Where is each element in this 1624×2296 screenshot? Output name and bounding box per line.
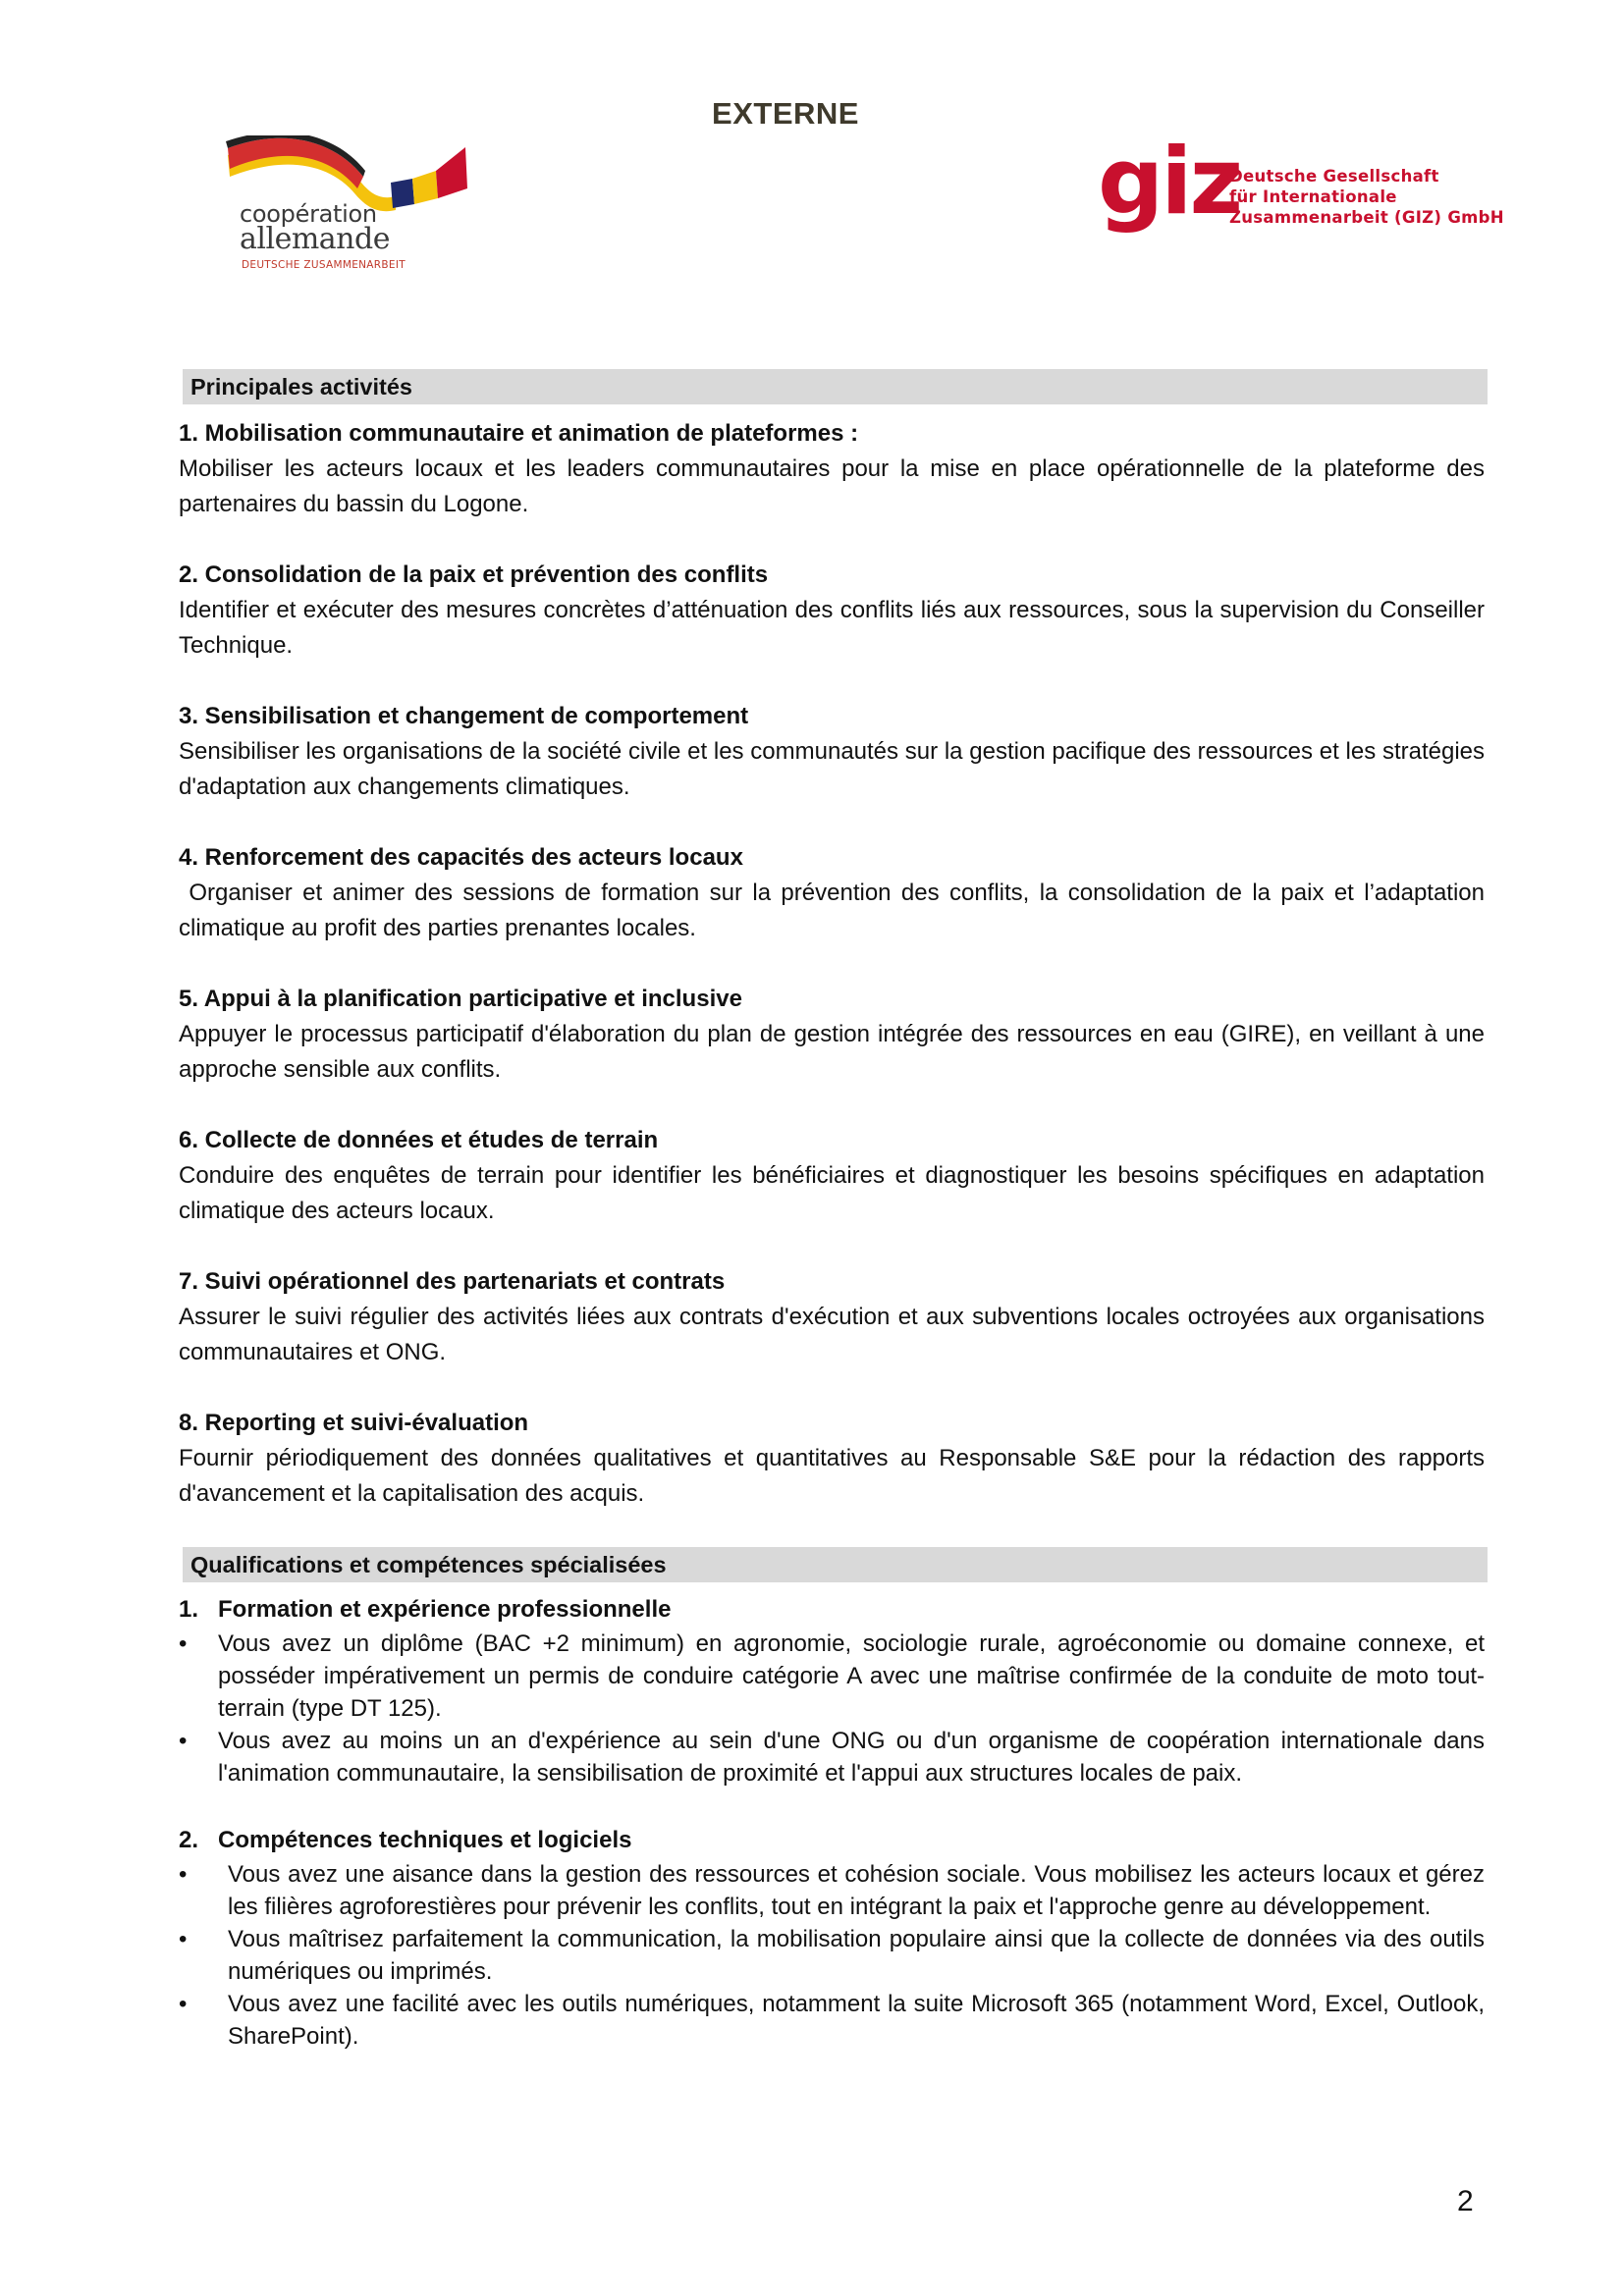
- list-item: [179, 1725, 1485, 1789]
- group-number: 2.: [179, 1827, 199, 1853]
- activity-title: 7. Suivi opérationnel des partenariats et contrats: [179, 1268, 726, 1295]
- list-item-text: Vous maîtrisez parfaitement la communication, la mobilisation populaire ainsi que la collecte de données via des outils numériques ou imprimés.: [228, 1926, 1485, 1985]
- activity-item: [179, 1406, 1485, 1512]
- activity-item: [179, 1264, 1485, 1370]
- activity-title: 5. Appui à la planification participative et inclusive: [179, 986, 742, 1012]
- activity-item: [179, 840, 1491, 946]
- giz-wordmark: giz: [1098, 129, 1241, 236]
- activity-title: 2. Consolidation de la paix et prévention des conflits: [179, 561, 769, 588]
- activity-text: Mobiliser les acteurs locaux et les leaders communautaires pour la mise en place opérationnelle de la plateforme des partenaires du bassin du Logone.: [179, 455, 1485, 517]
- activity-item: [179, 1123, 1485, 1229]
- section-heading-activities: Principales activités: [183, 369, 1488, 404]
- list-item: [179, 1628, 1485, 1725]
- bullet-icon: •: [179, 1926, 188, 1952]
- giz-line-2: für Internationale: [1229, 187, 1397, 206]
- logo-text-cooperation: coopération: [240, 200, 377, 228]
- activity-title: 6. Collecte de données et études de terrain: [179, 1127, 659, 1153]
- giz-line-3: Zusammenarbeit (GIZ) GmbH: [1229, 208, 1504, 227]
- classification-label: EXTERNE: [712, 96, 859, 131]
- activity-text: Organiser et animer des sessions de formation sur la prévention des conflits, la consolidation de la paix et l’adaptation climatique au profit des parties prenantes locales.: [179, 880, 1491, 941]
- bullet-icon: •: [179, 1861, 188, 1888]
- activity-item: [179, 558, 1485, 664]
- qualification-group-title: [179, 1823, 1485, 1858]
- activity-title: 3. Sensibilisation et changement de comportement: [179, 703, 749, 729]
- list-item-text: Vous avez un diplôme (BAC +2 minimum) en agronomie, sociologie rurale, agroéconomie ou domaine connexe, et posséder impérativement un permis de conduire catégorie A avec une maîtrise confirmée de la conduite de moto tout-terrain (type DT 125).: [218, 1630, 1485, 1722]
- group-title-text: Compétences techniques et logiciels: [218, 1827, 632, 1853]
- list-item-text: Vous avez une aisance dans la gestion des ressources et cohésion sociale. Vous mobilisez les acteurs locaux et gérez les filières agroforestières pour prévenir les conflits, tout en intégrant la paix et l'approche genre au développement.: [228, 1861, 1485, 1920]
- activity-title: 4. Renforcement des capacités des acteurs locaux: [179, 844, 743, 871]
- cooperation-allemande-logo: [224, 135, 471, 275]
- bullet-icon: •: [179, 1630, 188, 1657]
- list-item: [179, 1858, 1485, 1923]
- activity-text: Assurer le suivi régulier des activités liées aux contrats d'exécution et aux subventions locales octroyées aux organisations communautaires et ONG.: [179, 1304, 1485, 1365]
- section-heading-qualifications: Qualifications et compétences spécialisées: [183, 1547, 1488, 1582]
- activity-item: [179, 416, 1485, 522]
- qualification-bullet-list: [179, 1628, 1485, 1789]
- qualification-bullet-list: [179, 1858, 1485, 2053]
- document-body: [179, 369, 1491, 2053]
- activity-text: Identifier et exécuter des mesures concrètes d’atténuation des conflits liés aux ressources, sous la supervision du Conseiller Technique.: [179, 597, 1485, 659]
- logo-text-allemande: allemande: [240, 222, 390, 256]
- list-item: [179, 1988, 1485, 2053]
- activity-text: Sensibiliser les organisations de la société civile et les communautés sur la gestion pacifique des ressources et les stratégies d'adaptation aux changements climatiques.: [179, 738, 1485, 800]
- activity-text: Conduire des enquêtes de terrain pour identifier les bénéficiaires et diagnostiquer les besoins spécifiques en adaptation climatique des acteurs locaux.: [179, 1162, 1485, 1224]
- activity-text: Fournir périodiquement des données qualitatives et quantitatives au Responsable S&E pour la rédaction des rapports d'avancement et la capitalisation des acquis.: [179, 1445, 1485, 1507]
- page-number: 2: [1457, 2185, 1474, 2217]
- list-item-text: Vous avez une facilité avec les outils numériques, notamment la suite Microsoft 365 (notamment Word, Excel, Outlook, SharePoint).: [228, 1991, 1485, 2050]
- logo-text-deutsche-zusammenarbeit: DEUTSCHE ZUSAMMENARBEIT: [242, 259, 406, 271]
- group-number: 1.: [179, 1596, 199, 1623]
- activity-title: 8. Reporting et suivi-évaluation: [179, 1410, 529, 1436]
- giz-line-1: Deutsche Gesellschaft: [1229, 167, 1439, 186]
- list-item: [179, 1923, 1485, 1988]
- list-item-text: Vous avez au moins un an d'expérience au sein d'une ONG ou d'un organisme de coopération internationale dans l'animation communautaire, la sensibilisation de proximité et l'appui aux structures locales de paix.: [218, 1728, 1485, 1787]
- giz-org-name: [1229, 166, 1504, 228]
- group-title-text: Formation et expérience professionnelle: [218, 1596, 672, 1623]
- activity-item: [179, 699, 1485, 805]
- activity-title: 1. Mobilisation communautaire et animation de plateformes :: [179, 420, 859, 447]
- activity-item: [179, 982, 1485, 1088]
- qualification-group-title: [179, 1592, 1485, 1628]
- activity-text: Appuyer le processus participatif d'élaboration du plan de gestion intégrée des ressources en eau (GIRE), en veillant à une approche sensible aux conflits.: [179, 1021, 1485, 1083]
- giz-logo: [1098, 129, 1510, 258]
- bullet-icon: •: [179, 1991, 188, 2017]
- bullet-icon: •: [179, 1728, 188, 1754]
